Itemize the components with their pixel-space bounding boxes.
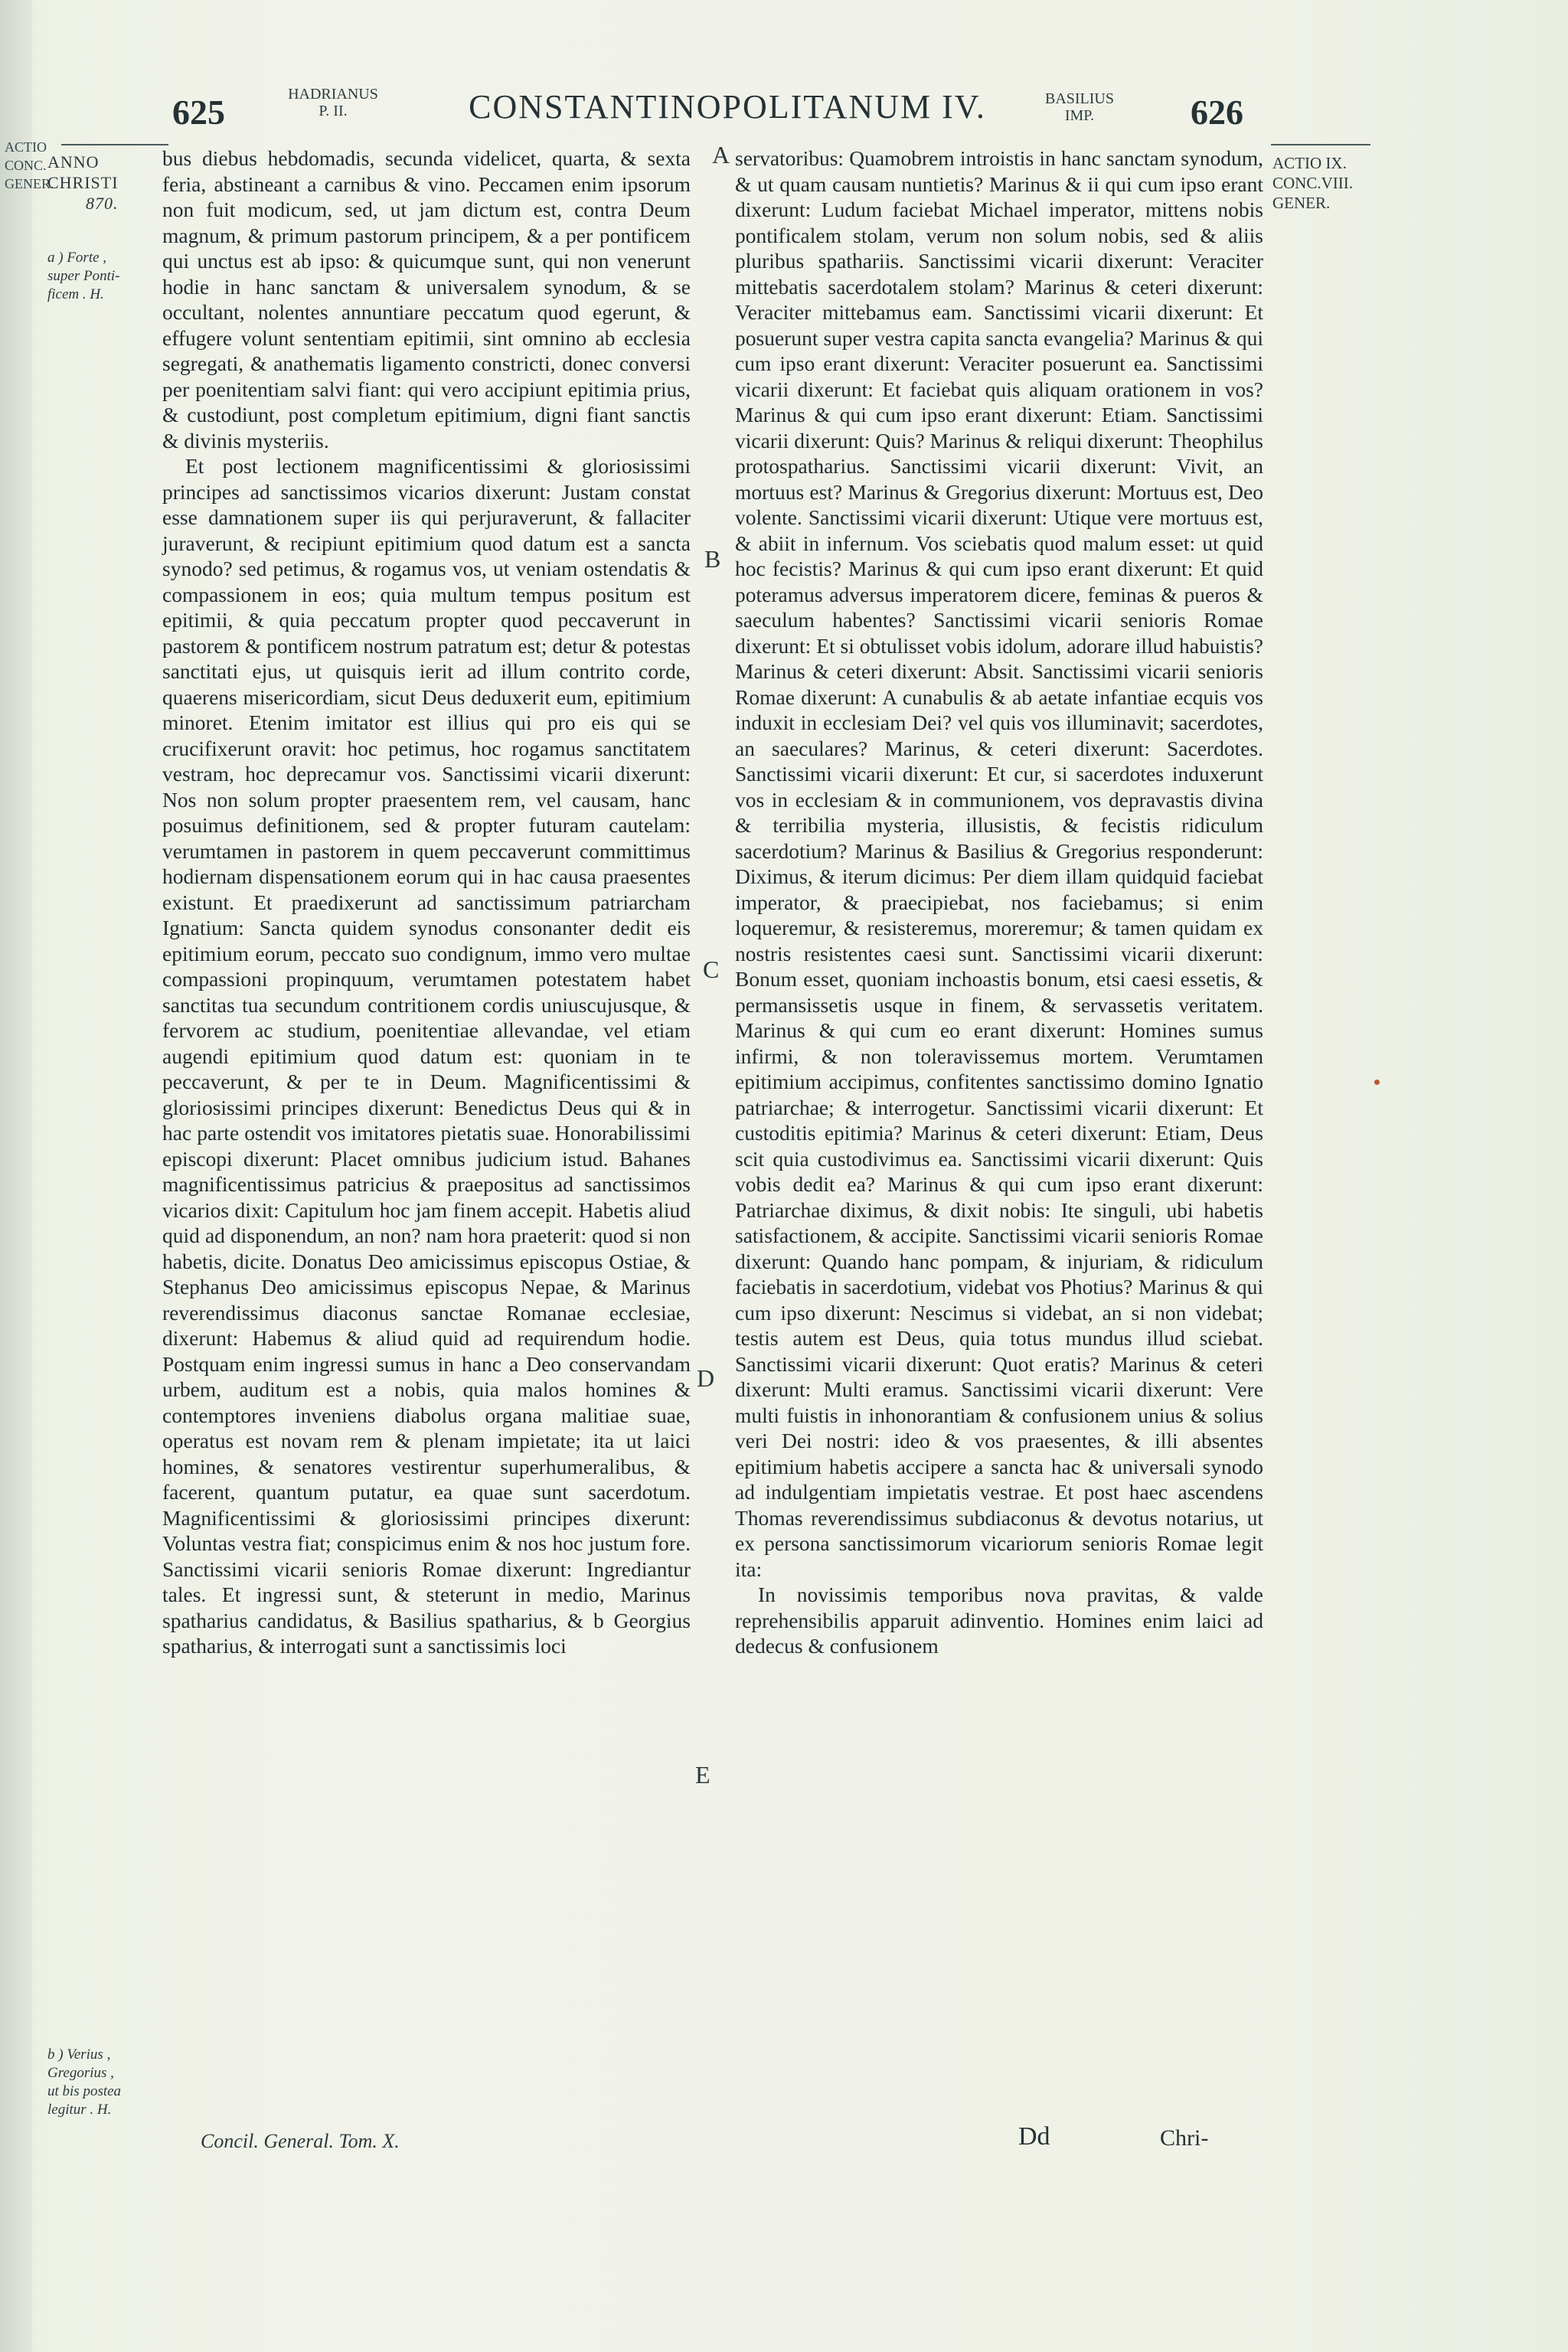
header-right-label (1030, 90, 1129, 124)
left-paragraph-2: Et post lectionem magnificentissimi & gloriosissimi principes ad sanctissimos vicarios dixerunt: Justam constat esse damnationem super iis qui perjuraverunt, & fallaciter juraverunt, & recipiunt epitimium quod datum est a sancta synodo? sed petimus, & rogamus vos, ut veniam ostendatis & compassionem in eos; quia multum tempus positum est epitimii, & quia peccatum propter quod peccaverunt in pastorem & pontificem nostrum patratum est; detur & potestas sanctitati ejus, ut quisquis ierit ad illum contrito corde, quaerens misericordiam, sicut Deus deduxerit eum, epitimium minoret. Etenim imitator est illius qui pro eis qui se crucifixerunt oravit: hoc petimus, hoc rogamus sanctitatem vestram, hoc deprecamur vos. Sanctissimi vicarii dixerunt: Nos non solum propter praesentem rem, vel causam, hanc posuimus definitionem, sed & propter futuram cautelam: verumtamen in pastorem in quem peccaverunt committimus hodiernam dispensationem eorum qui in hac causa praesentes existunt. Et praedixerunt ad sanctissimum patriarcham Ignatium: Sancta quidem synodus consonanter dedit eis epitimium eorum, peccato suo condignum, immo vero multae compassioni propinquum, verumtamen potestatem habet sanctitas tua secundum contritionem cordis uniuscujusque, & fervorem ac studium, poenitentiae allevandae, vel etiam augendi epitimium quod datum est: quoniam in te peccaverunt, & per te in Deum. Magnificentissimi & gloriosissimi principes dixerunt: Benedictus Deus qui & in hac parte ostendit vos imitatores pietatis suae. Honorabilissimi episcopi dixerunt: Placet omnibus judicium istud. Bahanes magnificentissimus patricius & praepositus ad sanctissimos vicarios dixit: Capitulum hoc jam finem accepit. Habetis aliud quid ad disponendum, an non? nam hora praeterit: quod si non habetis, dicite. Donatus Deo amicissimus episcopus Ostiae, & Stephanus Deo amicissimus episcopus Nepae, & Marinus reverendissimus diaconus sanctae Romanae ecclesiae, dixerunt: Habemus & aliud quid ad requirendum hodie. Postquam enim ingressi sumus in hanc a Deo conservandam urbem, auditum est a nobis, quia malos homines & contemptores inveniens diabolus organa malitiae suae, operatus est novam rem & plenam impietate; ita ut laici homines, & senatores vestirentur superhumeralibus, & facerent, quantum putatur, ea quae sunt sacerdotum. Magnificentissimi & gloriosissimi principes dixerunt: Voluntas vestra fiat; conspicimus enim & nos hoc justum fore. Sanctissimi vicarii senioris Romae dixerunt: Ingrediantur tales. Et ingressi sunt, & steterunt in medio, Marinus spatharius candidatus, & Basilius spatharius, & b Georgius spatharius, & interrogati sunt a sanctissimis loci (162, 454, 691, 1658)
note-a-line-2: super Ponti- (47, 268, 120, 284)
left-paragraph-1: bus diebus hebdomadis, secunda videlicet, quarta, & sexta feria, abstineant a carnibus & vino. Peccamen enim ipsorum non fuit modicum, sed, ut jam dictum est, contra Deum magnum, & primum pastorum principem, & a per pontificem qui unctus est ab ipso: & quicumque sunt, qui non venerunt hodie in hanc sanctam & universalem synodum, & se occultant, nolentes annuntiare peccatum quod egerunt, & effugere volunt sententiam epitimii, sint omnino ab ecclesia segregati, & anathematis ligamento constricti, donec conversi per poenitentiam salvi fiant: qui vero accipiunt epitimia prius, & custodiunt, post completum epitimium, digni fiant sanctis & divinis mysteriis. (162, 146, 691, 452)
running-title: CONSTANTINOPOLITANUM IV. (469, 88, 986, 126)
section-letter-e: E (695, 1761, 710, 1788)
actio-line-2: CONC.VIII. (1272, 174, 1353, 192)
note-b-line-4: legitur . H. (47, 2102, 112, 2118)
actio-line-3: GENER. (1272, 194, 1331, 212)
footnote-b (47, 2046, 155, 2119)
ink-spot (1374, 1080, 1380, 1085)
footnote-a (47, 249, 155, 304)
right-text-column (735, 145, 1263, 1659)
note-a-line-1: a ) Forte , (47, 250, 107, 266)
right-paragraph-2: In novissimis temporibus nova pravitas, & valde reprehensibilis apparuit adinventio. Homines enim laici ad dedecus & confusionem (735, 1583, 1263, 1658)
note-b-line-3: ut bis postea (47, 2083, 122, 2099)
left-text-column (162, 145, 691, 1659)
anno-line-1: ANNO (47, 152, 100, 172)
anno-line-2: CHRISTI (47, 173, 119, 192)
signature-mark: Dd (1018, 2122, 1050, 2151)
anno-christi-note (47, 152, 155, 214)
section-letter-d: D (697, 1364, 715, 1392)
header-right-line-2: IMP. (1064, 107, 1095, 124)
note-b-line-2: Gregorius , (47, 2065, 114, 2081)
header-right-line-1: BASILIUS (1044, 90, 1114, 107)
actio-margin-note (1272, 153, 1380, 213)
actio-line-1: ACTIO IX. (1272, 154, 1347, 172)
anno-rule (61, 144, 168, 145)
header-left-label (279, 86, 387, 119)
anno-line-3: 870. (86, 194, 119, 213)
page-number-right: 626 (1191, 93, 1243, 132)
note-a-line-3: ficem . H. (47, 286, 104, 302)
header-left-line-2: P. II. (318, 103, 348, 119)
section-letter-c: C (703, 956, 720, 983)
catchword: Chri- (1160, 2125, 1209, 2151)
header-left-line-1: HADRIANUS (288, 86, 378, 103)
edge-margin-note: ACTIO CONC. GENER. (5, 139, 54, 191)
actio-rule (1271, 144, 1370, 145)
right-paragraph-1: servatoribus: Quamobrem introistis in hanc sanctam synodum, & ut quam causam nuntietis? Marinus & ii qui cum ipso erant dixerunt: Ludum faciebat Michael imperator, mittens nobis pontificalem stolam, verum non solum nobis, sed & aliis pluribus spathariis. Sanctissimi vicarii dixerunt: Veraciter mittebatis sacerdotalem stolam? Marinus & ceteri dixerunt: Veraciter mittebamus eam. Sanctissimi vicarii dixerunt: Et posuerunt super vestra capita sancta evangelia? Marinus & qui cum ipso erant dixerunt: Veraciter posuerunt ea. Sanctissimi vicarii dixerunt: Et faciebat quis aliquam orationem in vos? Marinus & qui cum ipso erant dixerunt: Etiam. Sanctissimi vicarii dixerunt: Quis? Marinus & reliqui dixerunt: Theophilus protospatharius. Sanctissimi vicarii dixerunt: Vivit, an mortuus est? Marinus & Gregorius dixerunt: Mortuus est, Deo volente. Sanctissimi vicarii dixerunt: Utique vere mortuus est, & abiit in infernum. Vos sciebatis quod malum esset: ut quid hoc fecistis? Marinus & qui cum ipso erant dixerunt: Et quid poteramus adversus imperatorem dicere, feminas & pueros & saeculum habentes? Sanctissimi vicarii senioris Romae dixerunt: Et si obtulisset vobis idolum, adorare illud habuistis? Marinus & ceteri dixerunt: Absit. Sanctissimi vicarii senioris Romae dixerunt: A cunabulis & ab aetate infantiae ecquis vos induxit in ecclesiam Dei? vel quis vos illuminavit; sacerdotes, an saeculares? Marinus, & ceteri dixerunt: Sacerdotes. Sanctissimi vicarii dixerunt: Et cur, si sacerdotes induxerunt vos in ecclesiam & in communionem, vos depravastis divina & terribilia mysteria, illusistis, & fecistis ridiculum sacerdotium? Marinus & Basilius & Gregorius responderunt: Diximus, & iterum dicimus: Per diem illam quidquid faciebat imperator, & praecipiebat, nos faciebamus; si enim loqueremur, & resisteremus, moreremur; & tamen quidam ex nostris resistentes caesi sunt. Sanctissimi vicarii dixerunt: Bonum esset, quoniam inchoastis bonum, etsi caesi essetis, & permansissetis usque in finem, & servassetis veritatem. Marinus & qui cum eo erant dixerunt: Homines sumus infirmi, & non toleravissemus mortem. Verumtamen epitimium accipimus, confitentes sanctissimo domino Ignatio patriarchae; & interrogetur. Sanctissimi vicarii dixerunt: Et custoditis epitimia? Marinus & ceteri dixerunt: Etiam, Deus scit quia custodivimus ea. Sanctissimi vicarii dixerunt: Quis vobis dedit ea? Marinus & qui cum ipso erant dixerunt: Patriarchae diximus, & dixit nobis: Ite singuli, ubi habetis satisfactionem, & accipite. Sanctissimi vicarii senioris Romae dixerunt: Quando hanc pompam, & injuriam, & ridiculum faciebatis in sacerdotium, videbat vos Photius? Marinus & qui cum ipso dixerunt: Nescimus si videbat, an si non videbat; testis autem est Deus, quia totus mundus illud sciebat. Sanctissimi vicarii dixerunt: Quot eratis? Marinus & ceteri dixerunt: Multi eramus. Sanctissimi vicarii dixerunt: Vere multi fuistis in inhonorantiam & confusionem unius & solius veri Dei nostri: ideo & vos praesentes, & illi absentes epitimium habetis accipere a sancta hac & universali synodo ad indulgentiam impietatis vestrae. Et post haec ascendens Thomas reverendissimus subdiaconus & devotus notarius, ut ex persona sanctissimorum vicariorum senioris Romae legit ita: (735, 146, 1263, 1581)
note-b-line-1: b ) Verius , (47, 2047, 111, 2063)
section-letter-b: B (704, 545, 721, 573)
page-number-left: 625 (172, 93, 225, 132)
section-letter-a: A (712, 141, 730, 168)
book-binding-shadow (0, 0, 32, 2352)
signature-line: Concil. General. Tom. X. (201, 2130, 400, 2152)
